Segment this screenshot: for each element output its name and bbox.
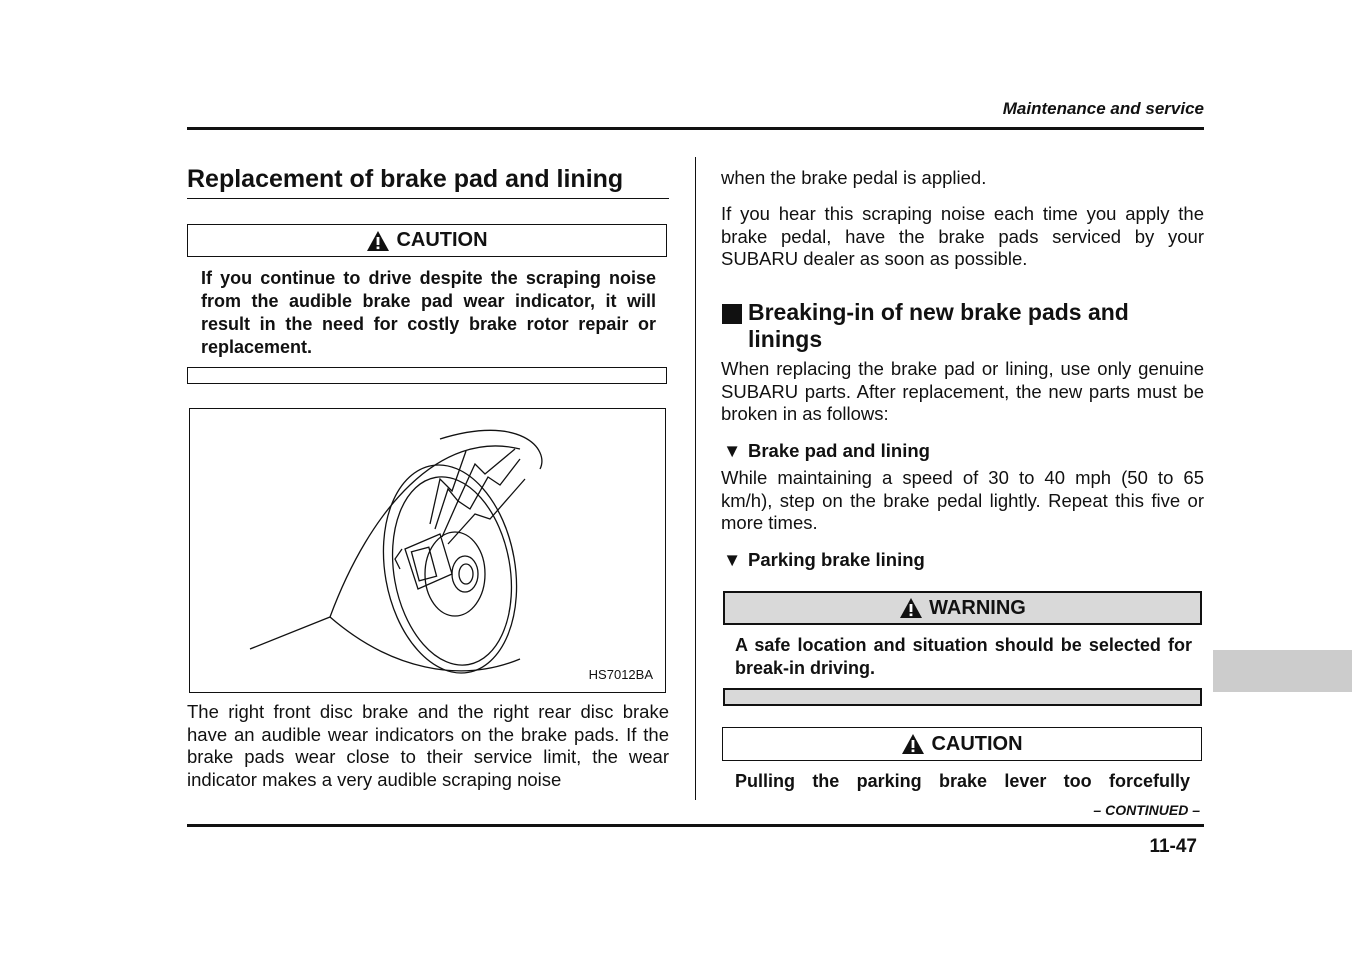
caution-header-2 [722, 727, 1202, 761]
subsection-heading: Breaking-in of new brake pads and linings [748, 299, 1129, 352]
disc-brake-drawing [190, 409, 664, 691]
figure-code: HS7012BA [588, 667, 653, 682]
continued-marker: – CONTINUED – [1093, 802, 1200, 818]
caution-text: If you continue to drive despite the scraping noise from the audible brake pad wear indicator, it will result in the need for costly brake rotor repair or replacement. [201, 268, 656, 357]
page-number: 11-47 [1149, 836, 1197, 857]
warning-header [723, 591, 1202, 625]
section-title: Replacement of brake pad and lining [187, 165, 669, 199]
warning-label: WARNING [929, 596, 1026, 619]
warning-end-bar [723, 688, 1202, 706]
column-divider [695, 157, 696, 800]
body-paragraph: The right front disc brake and the right rear disc brake have an audible wear indicators on the brake pads. If the brake pads wear close to their service limit, the wear indicator makes a very audible scraping noise [187, 701, 669, 790]
warning-triangle-icon [366, 230, 390, 252]
break-in-intro: When replacing the brake pad or lining, use only genuine SUBARU parts. After replacement, the new parts must be broken in as follows: [721, 358, 1204, 424]
down-triangle-icon: ▼ [723, 440, 742, 461]
warning-triangle-icon [901, 733, 925, 755]
chapter-tab [1213, 650, 1352, 692]
square-bullet-icon [722, 304, 742, 324]
header-rule [187, 127, 1204, 130]
caution-label-2: CAUTION [931, 732, 1023, 755]
continued-paragraph: when the brake pedal is applied. [721, 167, 987, 188]
footer-rule [187, 824, 1204, 827]
warning-text: A safe location and situation should be selected for break-in driving. [735, 635, 1192, 678]
down-triangle-icon: ▼ [723, 549, 742, 570]
scraping-noise-paragraph: If you hear this scraping noise each time you apply the brake pedal, have the brake pads serviced by your SUBARU dealer as soon as possible. [721, 203, 1204, 269]
caution-header [187, 224, 667, 257]
warning-triangle-icon [899, 597, 923, 619]
item-heading-parking-brake: Parking brake lining [748, 549, 925, 570]
caution-label: CAUTION [396, 229, 488, 251]
running-header: Maintenance and service [1002, 99, 1204, 118]
caution-text-2: Pulling the parking brake lever too forcefully [735, 771, 1190, 791]
item-heading-brake-pad: Brake pad and lining [748, 440, 930, 461]
brake-pad-instructions: While maintaining a speed of 30 to 40 mph (50 to 65 km/h), step on the brake pedal lightly. Repeat this five or more times. [721, 467, 1204, 533]
caution-end-bar [187, 367, 667, 384]
brake-illustration [189, 408, 666, 693]
